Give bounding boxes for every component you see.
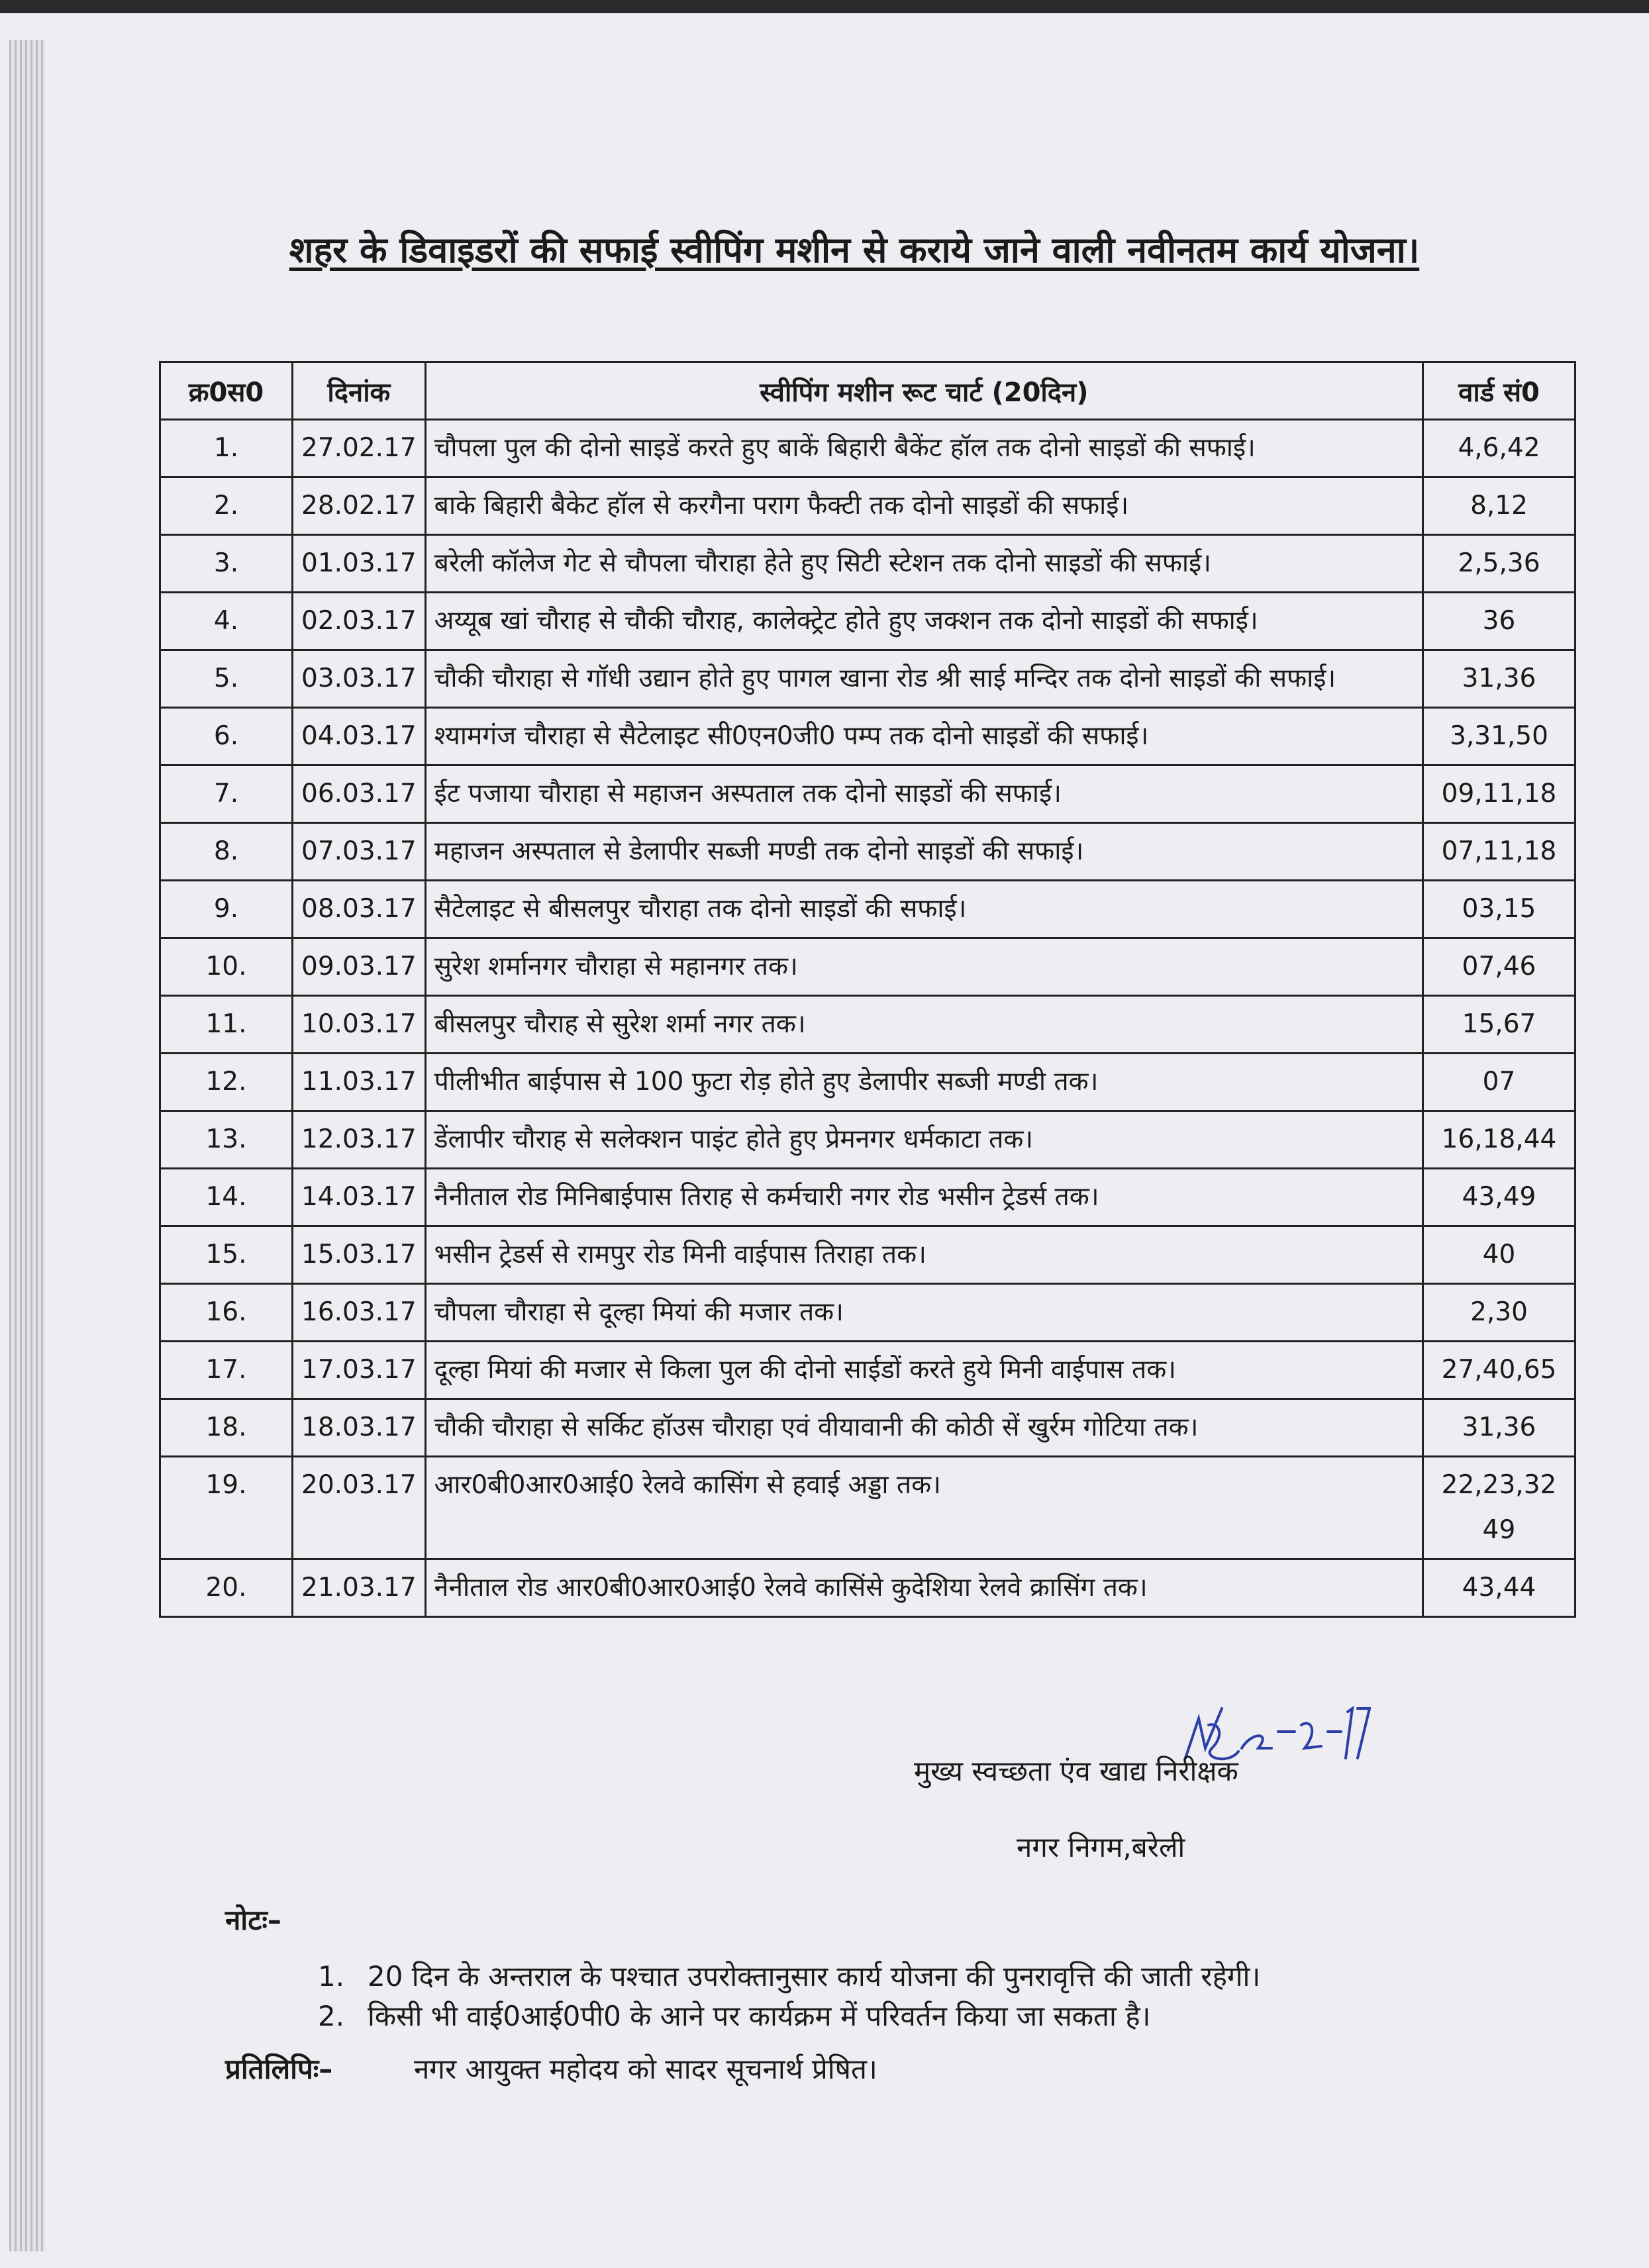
cell-date: 15.03.17 xyxy=(293,1226,426,1284)
cell-route: चौकी चौराहा से गॉधी उद्यान होते हुए पागल खाना रोड श्री साई मन्दिर तक दोनो साइडों की सफाई। xyxy=(425,650,1423,708)
cell-serial: 13. xyxy=(160,1111,293,1169)
cell-date: 17.03.17 xyxy=(293,1342,426,1399)
note-text: किसी भी वाई0आई0पी0 के आने पर कार्यक्रम में परिवर्तन किया जा सकता है। xyxy=(368,2000,1151,2032)
cell-serial: 6. xyxy=(160,708,293,765)
table-row xyxy=(160,881,1575,938)
cell-serial: 3. xyxy=(160,535,293,593)
note-item xyxy=(318,1997,1260,2036)
table-row xyxy=(160,823,1575,881)
cell-date: 28.02.17 xyxy=(293,477,426,535)
table-row xyxy=(160,708,1575,765)
cell-serial: 19. xyxy=(160,1457,293,1559)
cell-wards: 8,12 xyxy=(1423,477,1575,535)
cell-date: 09.03.17 xyxy=(293,938,426,996)
cell-serial: 2. xyxy=(160,477,293,535)
cell-route: आर0बी0आर0आई0 रेलवे कासिंग से हवाई अड्डा तक। xyxy=(425,1457,1423,1559)
cell-route: दूल्हा मियां की मजार से किला पुल की दोनो साईडों करते हुये मिनी वाईपास तक। xyxy=(425,1342,1423,1399)
cell-date: 08.03.17 xyxy=(293,881,426,938)
note-number: 1. xyxy=(318,1960,345,1993)
cell-wards: 22,23,32 49 xyxy=(1423,1457,1575,1559)
cell-route: बाके बिहारी बैकेट हॉल से करगैना पराग फैक्टी तक दोनो साइडों की सफाई। xyxy=(425,477,1423,535)
cell-route: नैनीताल रोड मिनिबाईपास तिराह से कर्मचारी नगर रोड भसीन ट्रेडर्स तक। xyxy=(425,1169,1423,1226)
cell-date: 12.03.17 xyxy=(293,1111,426,1169)
note-text: 20 दिन के अन्तराल के पश्चात उपरोक्तानुसार कार्य योजना की पुनरावृत्ति की जाती रहेगी। xyxy=(368,1960,1261,1993)
cell-date: 18.03.17 xyxy=(293,1399,426,1457)
cell-route: महाजन अस्पताल से डेलापीर सब्जी मण्डी तक दोनो साइडों की सफाई। xyxy=(425,823,1423,881)
copy-text: नगर आयुक्त महोदय को सादर सूचनार्थ प्रेषित। xyxy=(414,2053,877,2085)
table-row xyxy=(160,535,1575,593)
copy-heading: प्रतिलिपिः– xyxy=(225,2053,333,2085)
cell-serial: 11. xyxy=(160,996,293,1054)
cell-serial: 1. xyxy=(160,420,293,477)
cell-route: नैनीताल रोड आर0बी0आर0आई0 रेलवे कासिंसे कुदेशिया रेलवे क्रासिंग तक। xyxy=(425,1559,1423,1617)
cell-date: 06.03.17 xyxy=(293,765,426,823)
notes-heading: नोटः– xyxy=(225,1904,281,1936)
cell-route: चौपला पुल की दोनो साइडें करते हुए बाकें बिहारी बैकेंट हॉल तक दोनो साइडों की सफाई। xyxy=(425,420,1423,477)
cell-date: 01.03.17 xyxy=(293,535,426,593)
cell-route: भसीन ट्रेडर्स से रामपुर रोड मिनी वाईपास तिराहा तक। xyxy=(425,1226,1423,1284)
cell-serial: 14. xyxy=(160,1169,293,1226)
cell-route: अय्यूब खां चौराह से चौकी चौराह, कालेक्ट्रेट होते हुए जक्शन तक दोनो साइडों की सफाई। xyxy=(425,593,1423,650)
page-stack-edge xyxy=(9,40,45,2251)
cell-wards: 43,49 xyxy=(1423,1169,1575,1226)
cell-serial: 20. xyxy=(160,1559,293,1617)
cell-date: 27.02.17 xyxy=(293,420,426,477)
cell-serial: 18. xyxy=(160,1399,293,1457)
cell-wards: 16,18,44 xyxy=(1423,1111,1575,1169)
scan-border xyxy=(0,0,1649,13)
cell-wards: 09,11,18 xyxy=(1423,765,1575,823)
table-row xyxy=(160,1284,1575,1342)
table-row xyxy=(160,593,1575,650)
cell-wards: 3,31,50 xyxy=(1423,708,1575,765)
cell-date: 20.03.17 xyxy=(293,1457,426,1559)
document-title xyxy=(199,219,1510,282)
cell-route: श्यामगंज चौराहा से सैटेलाइट सी0एन0जी0 पम्प तक दोनो साइडों की सफाई। xyxy=(425,708,1423,765)
cell-wards: 36 xyxy=(1423,593,1575,650)
notes-list xyxy=(318,1957,1260,2036)
table-row xyxy=(160,477,1575,535)
cell-date: 14.03.17 xyxy=(293,1169,426,1226)
cell-route: डेंलापीर चौराह से सलेक्शन पाइंट होते हुए प्रेमनगर धर्मकाटा तक। xyxy=(425,1111,1423,1169)
cell-wards: 31,36 xyxy=(1423,650,1575,708)
cell-serial: 17. xyxy=(160,1342,293,1399)
table-row xyxy=(160,1399,1575,1457)
cell-serial: 12. xyxy=(160,1054,293,1111)
table-row xyxy=(160,1111,1575,1169)
signatory-office: नगर निगम,बरेली xyxy=(1017,1831,1185,1863)
table-row xyxy=(160,650,1575,708)
cell-route: सैटेलाइट से बीसलपुर चौराहा तक दोनो साइडों की सफाई। xyxy=(425,881,1423,938)
cell-wards: 4,6,42 xyxy=(1423,420,1575,477)
cell-date: 16.03.17 xyxy=(293,1284,426,1342)
cell-wards: 15,67 xyxy=(1423,996,1575,1054)
table-row xyxy=(160,1054,1575,1111)
table-row xyxy=(160,765,1575,823)
cell-serial: 16. xyxy=(160,1284,293,1342)
table-row xyxy=(160,1457,1575,1559)
cell-route: सुरेश शर्मानगर चौराहा से महानगर तक। xyxy=(425,938,1423,996)
cell-date: 07.03.17 xyxy=(293,823,426,881)
title-text: शहर के डिवाइडरों की सफाई स्वीपिंग मशीन से कराये जाने वाली नवीनतम कार्य योजना। xyxy=(289,229,1420,271)
cell-wards: 2,30 xyxy=(1423,1284,1575,1342)
cell-wards: 31,36 xyxy=(1423,1399,1575,1457)
cell-wards: 07,11,18 xyxy=(1423,823,1575,881)
table-row xyxy=(160,1559,1575,1617)
cell-wards: 2,5,36 xyxy=(1423,535,1575,593)
cell-route: चौपला चौराहा से दूल्हा मियां की मजार तक। xyxy=(425,1284,1423,1342)
table-row xyxy=(160,1342,1575,1399)
cell-route: बीसलपुर चौराह से सुरेश शर्मा नगर तक। xyxy=(425,996,1423,1054)
cell-serial: 15. xyxy=(160,1226,293,1284)
cell-wards: 03,15 xyxy=(1423,881,1575,938)
note-item xyxy=(318,1957,1260,1997)
table-row xyxy=(160,420,1575,477)
header-serial: क्र0स0 xyxy=(160,362,293,420)
cell-serial: 8. xyxy=(160,823,293,881)
table-row xyxy=(160,1226,1575,1284)
header-route: स्वीपिंग मशीन रूट चार्ट (20दिन) xyxy=(425,362,1423,420)
route-chart-table xyxy=(159,361,1576,1618)
cell-wards: 07,46 xyxy=(1423,938,1575,996)
cell-route: बरेली कॉलेज गेट से चौपला चौराहा हेते हुए सिटी स्टेशन तक दोनो साइडों की सफाई। xyxy=(425,535,1423,593)
cell-date: 11.03.17 xyxy=(293,1054,426,1111)
cell-route: चौकी चौराहा से सर्किट हॉउस चौराहा एवं वीयावानी की कोठी सें खुर्रम गोटिया तक। xyxy=(425,1399,1423,1457)
cell-date: 04.03.17 xyxy=(293,708,426,765)
signatory-designation: मुख्य स्वच्छता एंव खाद्य निरीक्षक xyxy=(914,1755,1238,1787)
table-body xyxy=(160,420,1575,1617)
header-ward: वार्ड सं0 xyxy=(1423,362,1575,420)
cell-serial: 5. xyxy=(160,650,293,708)
table-row xyxy=(160,938,1575,996)
header-date: दिनांक xyxy=(293,362,426,420)
cell-date: 10.03.17 xyxy=(293,996,426,1054)
cell-serial: 7. xyxy=(160,765,293,823)
table-header-row xyxy=(160,362,1575,420)
cell-serial: 4. xyxy=(160,593,293,650)
cell-wards: 40 xyxy=(1423,1226,1575,1284)
cell-wards: 27,40,65 xyxy=(1423,1342,1575,1399)
cell-date: 03.03.17 xyxy=(293,650,426,708)
cell-route: ईट पजाया चौराहा से महाजन अस्पताल तक दोनो साइडों की सफाई। xyxy=(425,765,1423,823)
table-row xyxy=(160,1169,1575,1226)
cell-route: पीलीभीत बाईपास से 100 फुटा रोड़ होते हुए डेलापीर सब्जी मण्डी तक। xyxy=(425,1054,1423,1111)
note-number: 2. xyxy=(318,2000,345,2032)
cell-serial: 9. xyxy=(160,881,293,938)
cell-date: 02.03.17 xyxy=(293,593,426,650)
cell-wards: 07 xyxy=(1423,1054,1575,1111)
cell-wards: 43,44 xyxy=(1423,1559,1575,1617)
cell-date: 21.03.17 xyxy=(293,1559,426,1617)
table-row xyxy=(160,996,1575,1054)
cell-serial: 10. xyxy=(160,938,293,996)
